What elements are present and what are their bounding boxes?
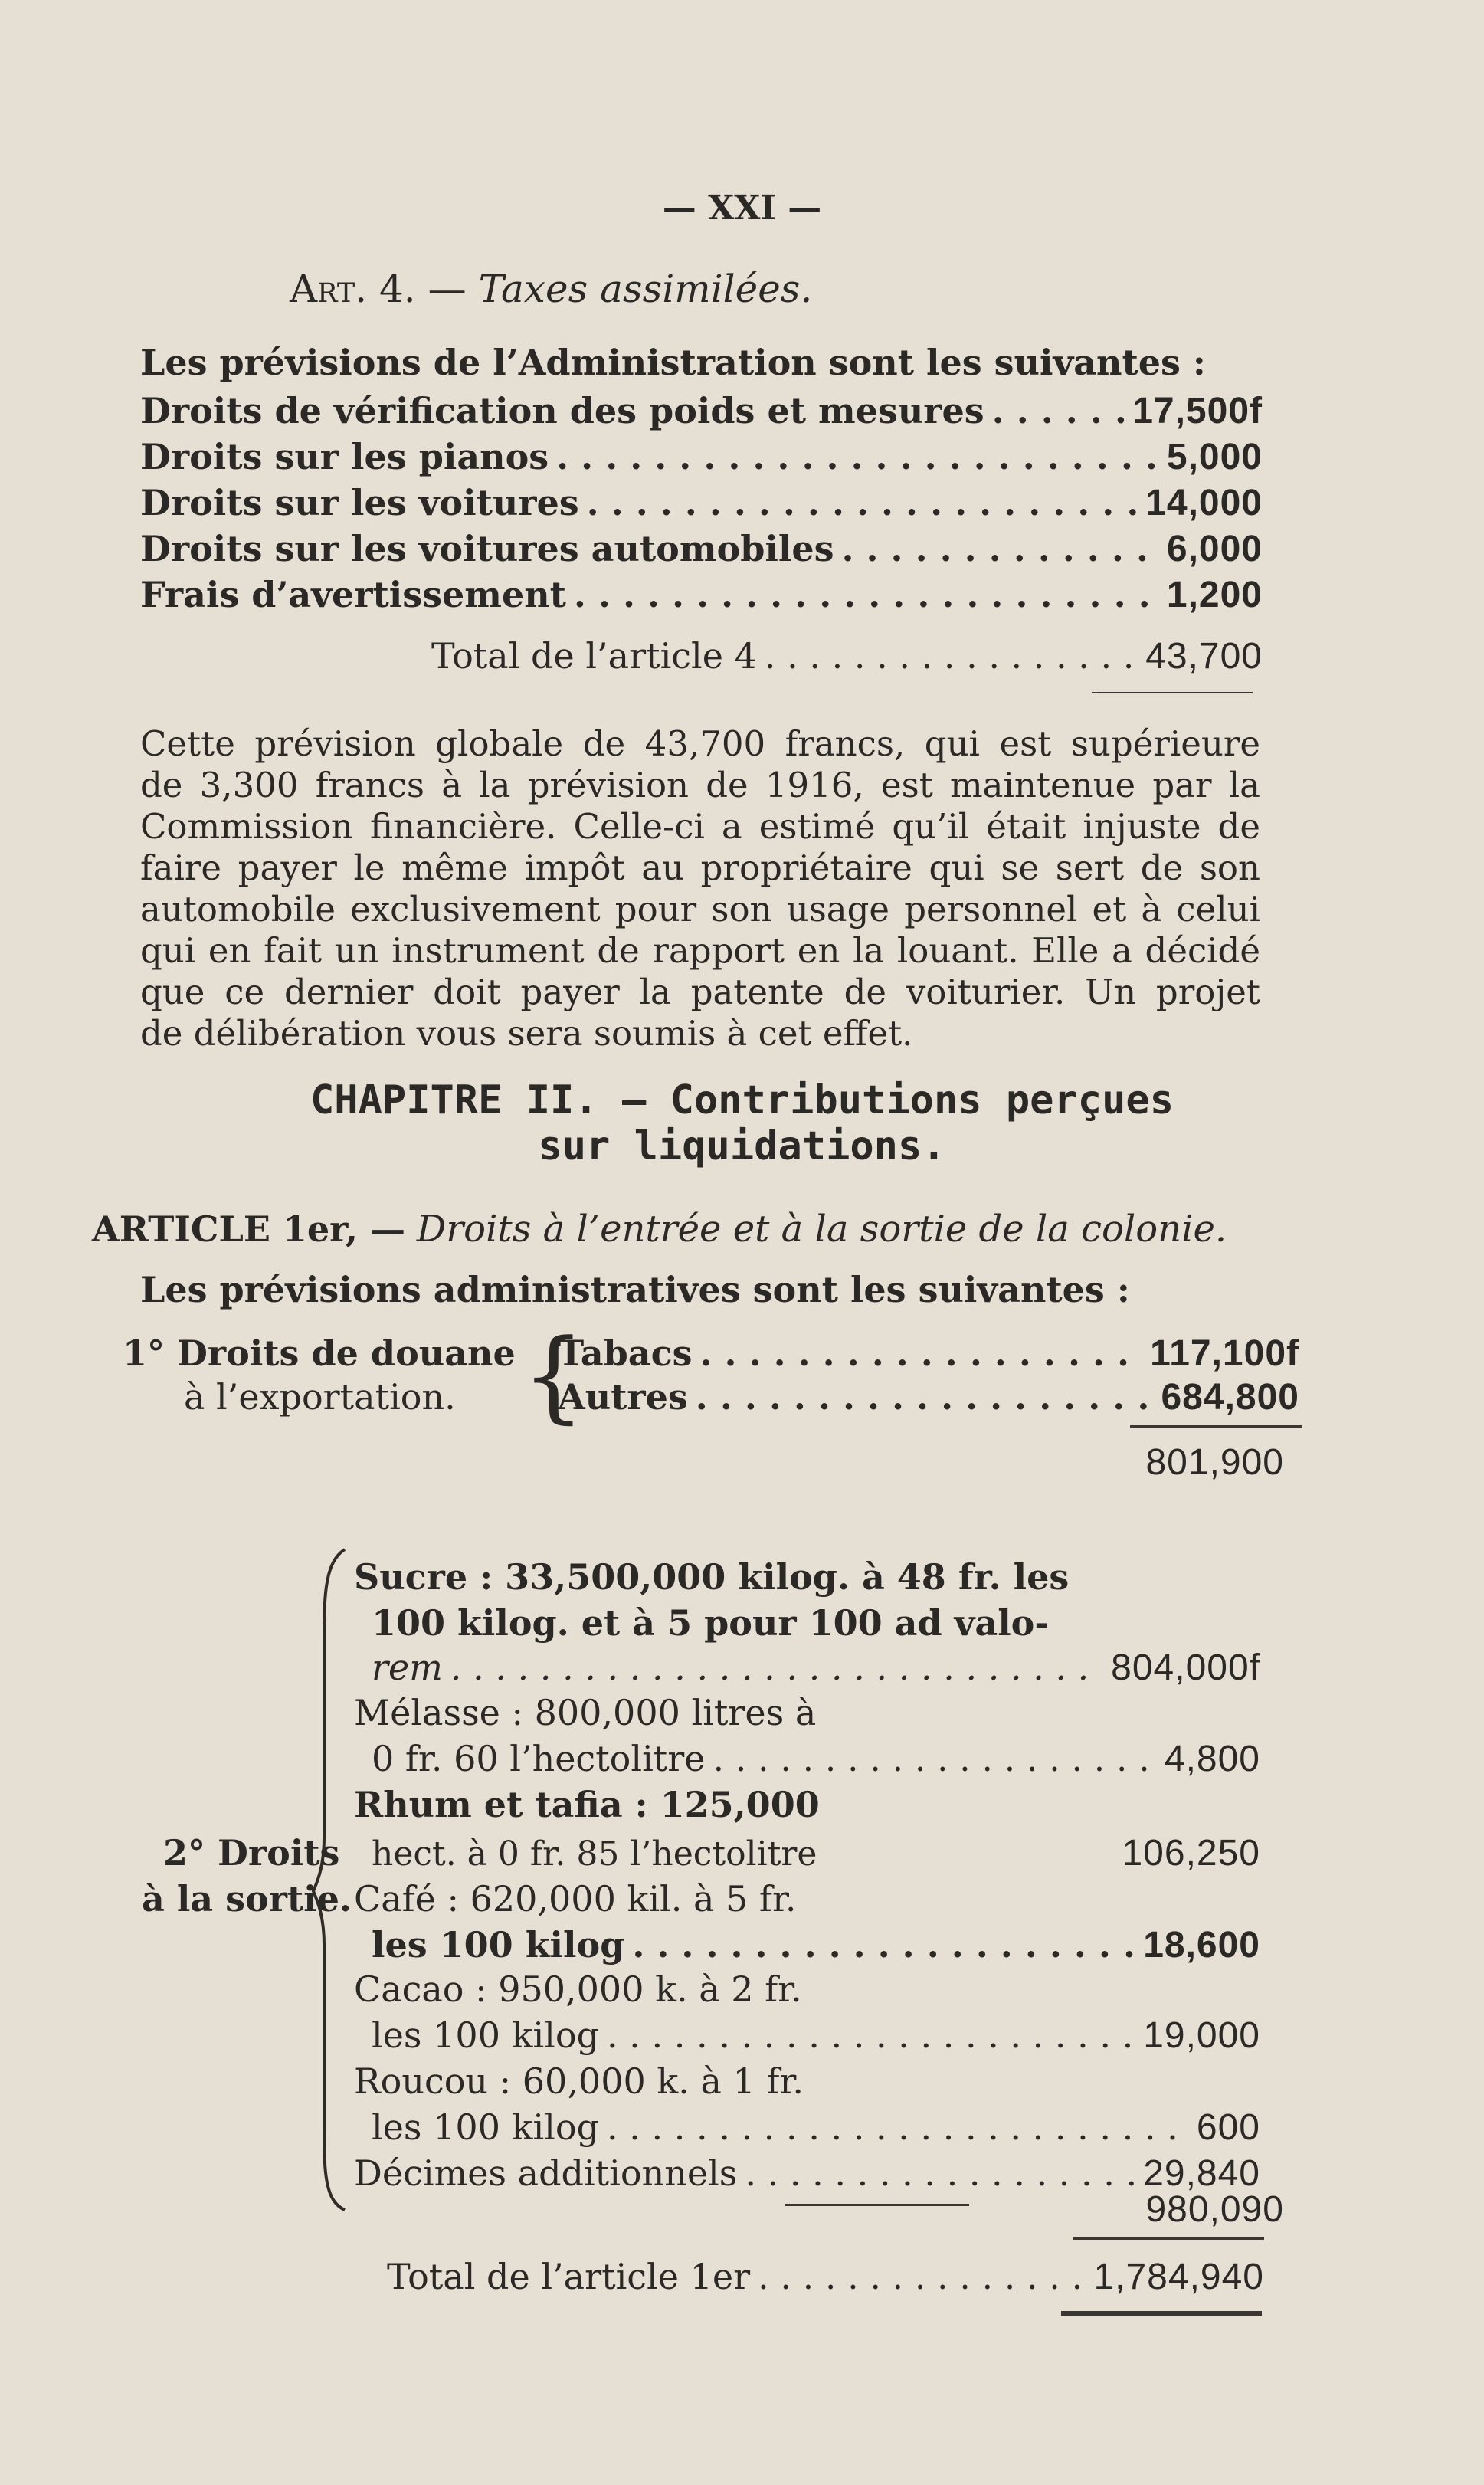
list-item: Frais d’avertissement . . . 1,200 <box>140 577 1263 614</box>
total-rule <box>1073 2237 1264 2240</box>
section-1-label-2: à l’exportation. <box>184 1376 456 1418</box>
section-2-subtotal: 980,090 <box>1145 2189 1284 2230</box>
article-1-title: ARTICLE 1er, — Droits à l’entrée et à la sortie de la colonie. <box>92 1208 1227 1251</box>
list-item: les 100 kilog . . . 600 <box>372 2110 1260 2146</box>
list-item: Mélasse : 800,000 litres à <box>354 1692 817 1733</box>
list-item: Droits sur les pianos . . . 5,000 <box>140 439 1263 476</box>
chapter-title: CHAPITRE II. — Contributions perçues <box>310 1077 1174 1123</box>
article-1-total: Total de l’article 1er . . . 1,784,940 <box>387 2259 1264 2296</box>
list-item: Sucre : 33,500,000 kilog. à 48 fr. les <box>354 1556 1070 1598</box>
list-item: Rhum et tafia : 125,000 <box>354 1784 820 1825</box>
brace: { <box>522 1317 585 1434</box>
list-item: Cacao : 950,000 k. à 2 fr. <box>354 1969 802 2010</box>
subtotal-rule <box>785 2204 969 2206</box>
list-item: Tabacs . . . 117,100f <box>558 1336 1299 1372</box>
section-1-subtotal: 801,900 <box>1145 1442 1284 1483</box>
list-item: Droits sur les voitures . . . 14,000 <box>140 485 1263 522</box>
article-1-intro: Les prévisions administratives sont les suivantes : <box>140 1269 1130 1310</box>
list-item: Droits de vérification des poids et mesures . . . 17,500f <box>140 393 1263 430</box>
page-number: — XXI — <box>662 189 822 228</box>
list-item: 0 fr. 60 l’hectolitre . . . 4,800 <box>372 1741 1260 1778</box>
total-double-rule <box>1061 2311 1262 2316</box>
article-4-title: Art. 4. — Taxes assimilées. <box>290 267 813 311</box>
list-item: les 100 kilog . . . 19,000 <box>372 2018 1260 2054</box>
list-item: les 100 kilog . . . 18,600 <box>372 1927 1260 1964</box>
section-2-brace <box>310 1546 352 2213</box>
list-item: Décimes additionnels . . . 29,840 <box>354 2156 1260 2192</box>
section-2-label: 2° Droits <box>163 1832 340 1874</box>
list-item: Droits sur les voitures automobiles . . . 6,000 <box>140 531 1263 568</box>
total-underline <box>1092 692 1253 693</box>
list-item: 100 kilog. et à 5 pour 100 ad valo- <box>372 1602 1050 1644</box>
list-item: Café : 620,000 kil. à 5 fr. <box>354 1878 797 1919</box>
list-item: Roucou : 60,000 k. à 1 fr. <box>354 2060 804 2102</box>
article-4-commentary: Cette prévision globale de 43,700 francs, qui est supérieure de 3,300 francs à la prévision de 1916, est maintenue par la Commission financière. Celle-ci a estimé qu’il était injuste de faire payer le même impôt au propriétaire qui se sert de son automobile exclusivement pour son usage personnel et à celui qui en fait un instrument de rapport en la louant. Elle a décidé que ce dernier doit payer la patente de voiturier. Un projet de délibération vous sera soumis à cet effet. <box>140 723 1260 1054</box>
article-4-intro: Les prévisions de l’Administration sont les suivantes : <box>140 342 1206 383</box>
list-item: rem . . . 804,000f <box>372 1650 1260 1687</box>
subtotal-rule <box>1130 1425 1302 1428</box>
list-item: hect. à 0 fr. 85 l’hectolitre 106,250 <box>372 1833 1260 1874</box>
section-2-label-2: à la sortie. <box>142 1878 352 1919</box>
section-1-label: 1° Droits de douane <box>123 1333 516 1374</box>
list-item: Autres . . . 684,800 <box>558 1379 1299 1416</box>
chapter-subtitle: sur liquidations. <box>538 1123 946 1169</box>
article-4-total: Total de l’article 4 . . . 43,700 <box>431 638 1263 675</box>
